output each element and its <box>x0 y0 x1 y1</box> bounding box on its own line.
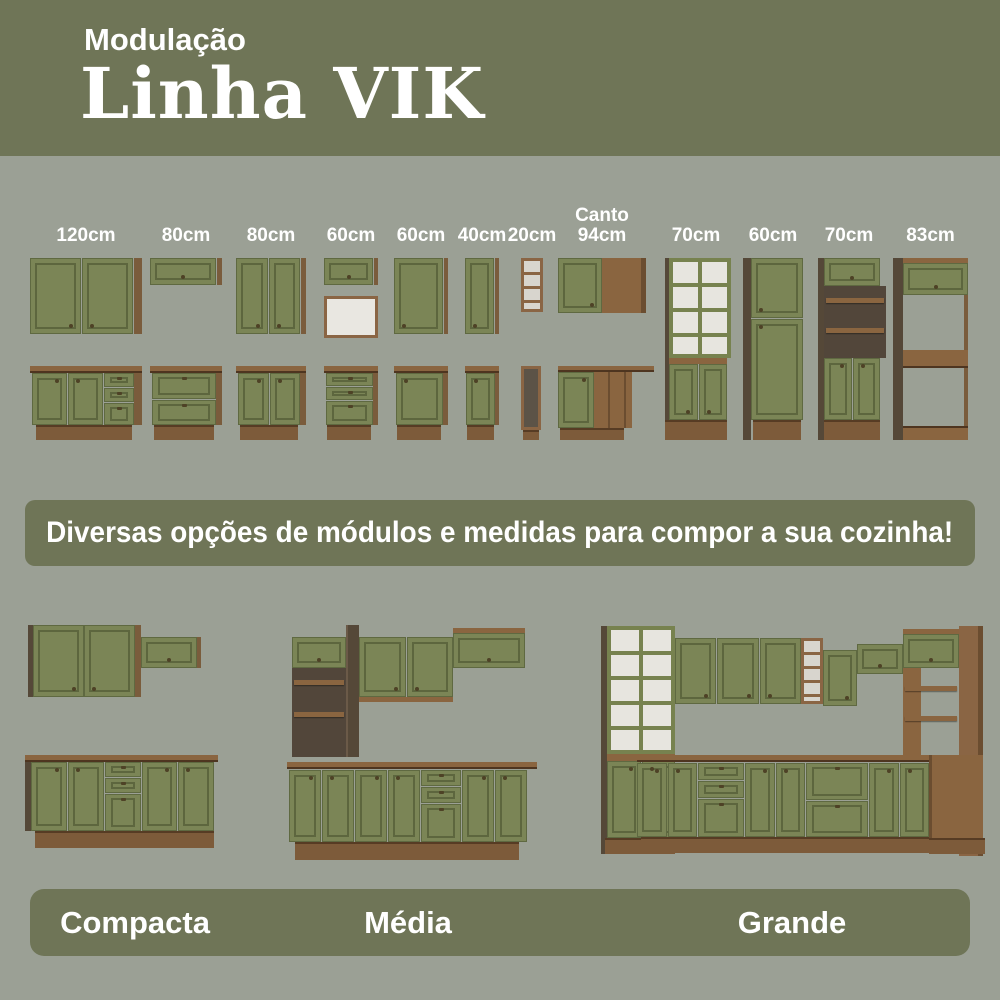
module-column-80cm-doors <box>236 170 306 450</box>
grande-corner-open-shelves <box>801 638 823 704</box>
grande-glass-hutch <box>607 626 675 754</box>
media-wall-cabinets <box>359 637 453 697</box>
modules-grid <box>0 170 1000 490</box>
module-size-label: 60cm <box>396 225 446 246</box>
kitchen-label-grande: Grande <box>737 904 847 940</box>
grande-tower-plinth <box>929 838 985 854</box>
media-tower-flip-door <box>292 637 346 668</box>
grande-base-run <box>637 755 929 853</box>
module-column-120cm <box>30 170 142 450</box>
media-wall-cabinet-trim <box>359 697 453 702</box>
module-size-label: 120cm <box>56 225 116 246</box>
base-cabinet-120 <box>30 366 142 440</box>
open-base-20 <box>521 366 541 430</box>
module-column-canto-94cm <box>558 170 646 450</box>
module-size-label: 70cm <box>671 225 721 246</box>
corner-wall-cabinet-94 <box>558 258 646 313</box>
grande-wall-cabinets <box>675 638 801 704</box>
module-size-label: 40cm <box>457 225 507 246</box>
kitchen-grande <box>595 608 990 870</box>
module-size-label: 80cm <box>161 225 211 246</box>
open-wall-module-60 <box>324 296 378 338</box>
open-shelf-wall-20 <box>521 258 543 312</box>
base-cabinet-40 <box>465 366 499 440</box>
module-size-label: 80cm <box>246 225 296 246</box>
media-flip-cabinet <box>453 628 525 668</box>
media-carcass-column <box>346 625 359 757</box>
media-tower-open-shelves <box>292 668 346 757</box>
compacta-flip-cabinet <box>141 637 201 668</box>
grande-tower-open-shelves <box>903 668 959 756</box>
kitchen-compacta <box>25 615 220 860</box>
labels-band <box>30 889 970 956</box>
header-kicker: Modulação <box>84 22 246 57</box>
base-cabinet-drawers-60 <box>324 366 378 440</box>
module-column-70cm-glass <box>665 170 727 450</box>
tall-glass-cabinet-70 <box>665 258 727 440</box>
kitchen-label-compacta: Compacta <box>60 904 210 940</box>
open-base-20-plinth <box>523 430 539 440</box>
module-size-label: 70cm <box>824 225 874 246</box>
base-cabinet-60 <box>394 366 448 440</box>
module-column-60cm-flip <box>324 170 378 450</box>
banner <box>25 500 975 566</box>
grande-tower-flip-door <box>903 634 959 668</box>
base-cabinet-drawers-80 <box>150 366 222 440</box>
compacta-wall-cabinet <box>28 625 141 697</box>
module-column-70cm-open <box>818 170 880 450</box>
wall-cabinet-flip-60 <box>324 258 378 285</box>
kitchen-media <box>285 612 565 860</box>
media-base-run <box>287 762 537 860</box>
wall-cabinet-60 <box>394 258 448 334</box>
module-size-label: 83cm <box>906 225 955 246</box>
wall-cabinet-40 <box>465 258 499 334</box>
module-column-40cm <box>457 170 507 450</box>
kitchen-label-media: Média <box>364 904 452 940</box>
module-column-60cm-door <box>394 170 448 450</box>
module-column-60cm-tall <box>743 170 803 450</box>
compacta-base-run <box>25 755 218 848</box>
module-size-label: 60cm <box>748 225 798 246</box>
wall-cabinet-flip-80 <box>150 258 222 285</box>
grande-flip-cabinet <box>857 644 903 674</box>
header <box>0 0 1000 156</box>
corner-base-cabinet-94 <box>558 366 646 440</box>
module-size-label: 60cm <box>326 225 376 246</box>
grande-tower-base <box>929 755 983 838</box>
module-size-label: 20cm <box>507 225 557 246</box>
page-title: Linha VIK <box>80 52 485 135</box>
module-size-label: Canto 94cm <box>575 205 629 246</box>
grande-corner-wall-door <box>823 650 857 706</box>
base-cabinet-80 <box>236 366 306 440</box>
tall-cabinet-60 <box>743 258 803 440</box>
module-column-83cm-tower <box>893 170 968 450</box>
tall-open-cabinet-70 <box>818 258 880 440</box>
wall-cabinet-80 <box>236 258 306 334</box>
wall-cabinet-120 <box>30 258 142 334</box>
oven-tower-83 <box>893 258 968 440</box>
module-column-80cm-flip <box>150 170 222 450</box>
banner-text: Diversas opções de módulos e medidas para compor a sua cozinha! <box>46 516 954 549</box>
